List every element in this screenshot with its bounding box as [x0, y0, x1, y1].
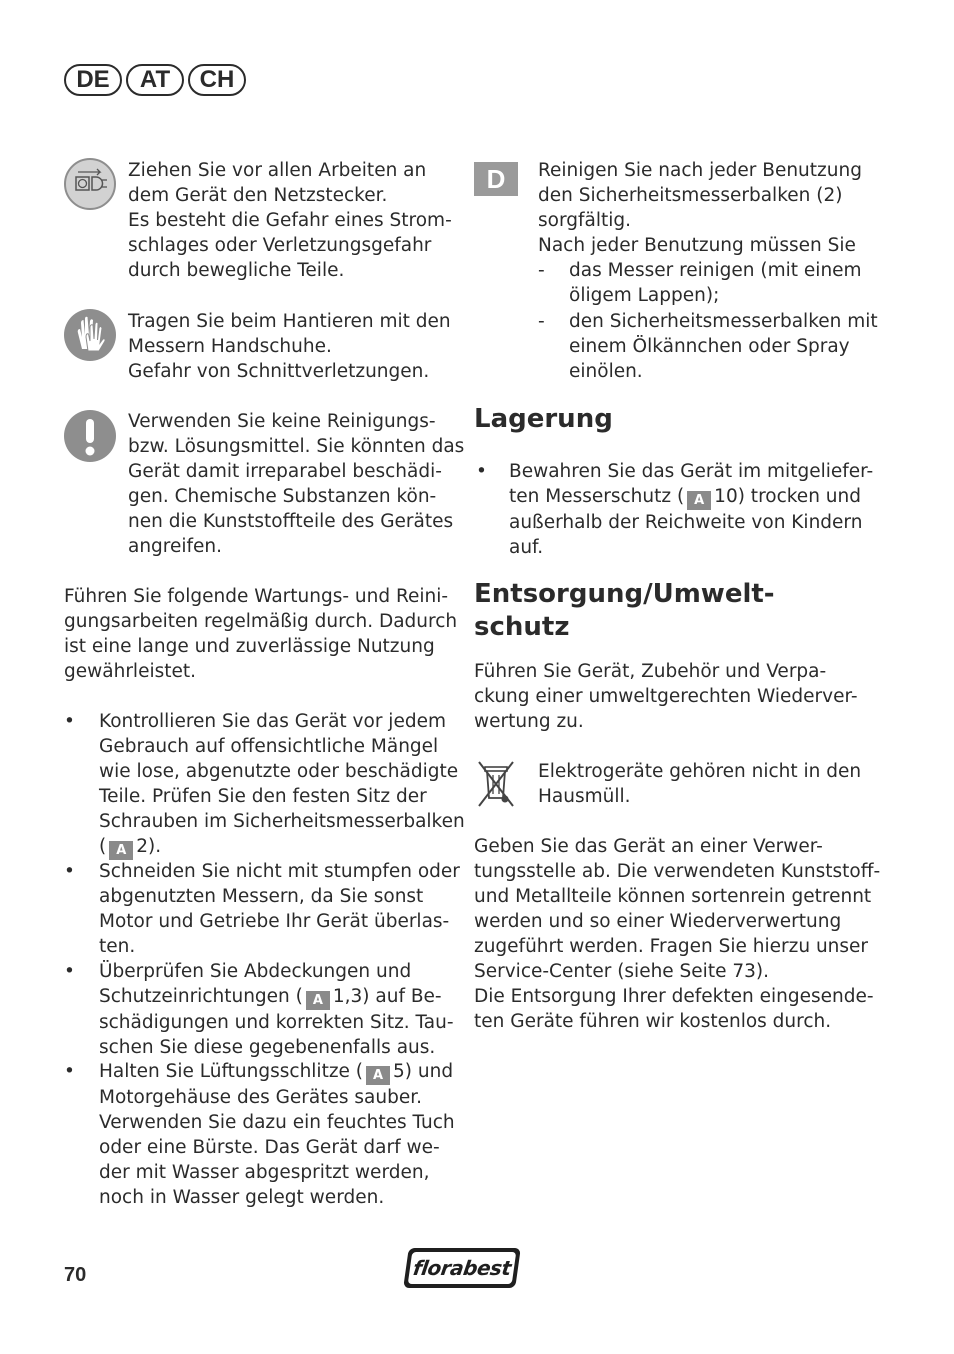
dash-marker: -	[538, 260, 545, 281]
country-badge-de: DE	[64, 64, 122, 96]
text-line: abgenutzten Messern, da Sie sonst	[99, 886, 424, 907]
text-line: schlages oder Verletzungsgefahr	[128, 235, 432, 256]
text-line: Die Entsorgung Ihrer defekten eingesende-	[474, 986, 874, 1007]
gloves-icon	[64, 309, 116, 361]
text-line: Schrauben im Sicherheitsmesserbalken	[99, 811, 465, 832]
text-line: Führen Sie Gerät, Zubehör und Verpa-	[474, 661, 827, 682]
text-line: bzw. Lösungsmittel. Sie könnten das	[128, 436, 465, 457]
storage-bullet	[509, 459, 873, 560]
text-line: Reinigen Sie nach jeder Benutzung	[538, 160, 862, 181]
text-line: Elektrogeräte gehören nicht in den	[538, 761, 862, 782]
text-line: den Sicherheitsmesserbalken (2)	[538, 185, 843, 206]
warning-unplug-text	[128, 158, 452, 283]
text-line: Führen Sie folgende Wartungs- und Reini-	[64, 586, 449, 607]
page-number: 70	[64, 1264, 87, 1286]
text-line: Ziehen Sie vor allen Arbeiten an	[128, 160, 427, 181]
text-line: Überprüfen Sie Abdeckungen und	[99, 961, 412, 982]
ref-prefix: Schutzeinrichtungen (	[99, 986, 303, 1007]
text-line: gungsarbeiten regelmäßig durch. Dadurch	[64, 611, 458, 632]
text-line: zugeführt werden. Fragen Sie hierzu unser	[474, 936, 869, 957]
bullet-marker: •	[64, 861, 75, 882]
text-line: Gebrauch auf offensichtliche Mängel	[99, 736, 439, 757]
heading-line: Entsorgung/Umwelt-	[474, 579, 775, 609]
text-line-with-ref	[99, 834, 465, 860]
bullet-marker: •	[64, 961, 75, 982]
text-line: Bewahren Sie das Gerät im mitgeliefer-	[509, 461, 874, 482]
brand-logo-plate	[408, 1252, 516, 1284]
disposal-heading	[474, 578, 775, 644]
disposal-text	[474, 834, 880, 1034]
dash-item-clean-blade	[569, 258, 862, 308]
ref-suffix: 5) und	[393, 1061, 454, 1082]
text-line: Verwenden Sie dazu ein feuchtes Tuch	[99, 1112, 455, 1133]
exclamation-icon	[64, 410, 116, 462]
text-line: Geben Sie das Gerät an einer Verwer-	[474, 836, 823, 857]
text-line-with-ref	[99, 984, 454, 1010]
country-badges	[64, 64, 246, 96]
ref-prefix: ten Messerschutz (	[509, 486, 685, 507]
figure-ref-badge: A	[109, 841, 133, 860]
text-line: tungsstelle ab. Die verwendeten Kunststoff-	[474, 861, 881, 882]
unplug-icon	[64, 158, 116, 210]
text-line: gewährleistet.	[64, 661, 196, 682]
text-line: Kontrollieren Sie das Gerät vor jedem	[99, 711, 446, 732]
bullet-check-device	[99, 709, 465, 860]
warning-cleaning-text	[128, 409, 464, 559]
dash-item-oil-bar	[569, 309, 878, 384]
text-line: Service-Center (siehe Seite 73).	[474, 961, 769, 982]
text-line: einem Ölkännchen oder Spray	[569, 336, 850, 357]
ref-suffix: 2).	[136, 836, 162, 857]
text-line: noch in Wasser gelegt werden.	[99, 1187, 385, 1208]
text-line: dem Gerät den Netzstecker.	[128, 185, 388, 206]
text-line: ten Geräte führen wir kostenlos durch.	[474, 1011, 832, 1032]
text-line: wie lose, abgenutzte oder beschädigte	[99, 761, 459, 782]
text-line: das Messer reinigen (mit einem	[569, 260, 862, 281]
text-line: gen. Chemische Substanzen kön-	[128, 486, 437, 507]
text-line: ckung einer umweltgerechten Wiederver-	[474, 686, 858, 707]
crossed-bin-icon	[474, 758, 518, 810]
text-line: Teile. Prüfen Sie den festen Sitz der	[99, 786, 427, 807]
text-line: schen Sie diese gegebenenfalls aus.	[99, 1037, 436, 1058]
ref-suffix: 10) trocken und	[714, 486, 861, 507]
text-line: Nach jeder Benutzung müssen Sie	[538, 235, 856, 256]
text-line: durch bewegliche Teile.	[128, 260, 345, 281]
text-line: Motor und Getriebe Ihr Gerät überlas-	[99, 911, 450, 932]
country-badge-at: AT	[126, 64, 184, 96]
country-badge-ch: CH	[188, 64, 246, 96]
bullet-dull-blades	[99, 859, 460, 959]
storage-heading: Lagerung	[474, 404, 613, 434]
ref-prefix: Halten Sie Lüftungsschlitze (	[99, 1061, 364, 1082]
ref-prefix: (	[99, 836, 107, 857]
text-line: ten.	[99, 936, 136, 957]
text-line: und Metallteile können sortenrein getrennt	[474, 886, 872, 907]
weee-notice	[538, 759, 861, 809]
text-line: Gerät damit irreparabel beschädi-	[128, 461, 442, 482]
cleaning-instructions	[538, 158, 862, 258]
text-line: außerhalb der Reichweite von Kindern	[509, 512, 863, 533]
text-line: werden und so einer Wiederverwertung	[474, 911, 842, 932]
text-line: angreifen.	[128, 536, 223, 557]
text-line: Verwenden Sie keine Reinigungs-	[128, 411, 436, 432]
bullet-covers	[99, 959, 454, 1060]
text-line: öligem Lappen);	[569, 285, 720, 306]
text-line: wertung zu.	[474, 711, 584, 732]
text-line: Es besteht die Gefahr eines Strom-	[128, 210, 452, 231]
step-d-badge: D	[474, 162, 518, 196]
brand-logo	[403, 1248, 521, 1288]
text-line: auf.	[509, 537, 544, 558]
figure-ref-badge: A	[366, 1066, 390, 1085]
figure-ref-badge: A	[687, 491, 711, 510]
text-line: Motorgehäuse des Gerätes sauber.	[99, 1087, 423, 1108]
text-line-with-ref	[99, 1059, 455, 1085]
text-line: Hausmüll.	[538, 786, 631, 807]
disposal-intro	[474, 659, 858, 734]
text-line: sorgfältig.	[538, 210, 631, 231]
warning-gloves-text	[128, 309, 451, 384]
text-line-with-ref	[509, 484, 873, 510]
brand-logo-text: florabest	[411, 1256, 513, 1280]
text-line: oder eine Bürste. Das Gerät darf we-	[99, 1137, 440, 1158]
text-line: einölen.	[569, 361, 643, 382]
bullet-ventilation	[99, 1059, 455, 1210]
text-line: Tragen Sie beim Hantieren mit den	[128, 311, 451, 332]
dash-marker: -	[538, 311, 545, 332]
heading-line: schutz	[474, 612, 570, 642]
text-line: Messern Handschuhe.	[128, 336, 332, 357]
text-line: Schneiden Sie nicht mit stumpfen oder	[99, 861, 460, 882]
bullet-marker: •	[476, 461, 487, 482]
bullet-marker: •	[64, 711, 75, 732]
bullet-marker: •	[64, 1061, 75, 1082]
text-line: schädigungen und korrekten Sitz. Tau-	[99, 1012, 454, 1033]
text-line: der mit Wasser abgespritzt werden,	[99, 1162, 430, 1183]
maintenance-intro	[64, 584, 457, 684]
text-line: nen die Kunststoffteile des Gerätes	[128, 511, 454, 532]
figure-ref-badge: A	[306, 991, 330, 1010]
text-line: ist eine lange und zuverlässige Nutzung	[64, 636, 435, 657]
text-line: Gefahr von Schnittverletzungen.	[128, 361, 430, 382]
text-line: den Sicherheitsmesserbalken mit	[569, 311, 878, 332]
ref-suffix: 1,3) auf Be-	[332, 986, 442, 1007]
